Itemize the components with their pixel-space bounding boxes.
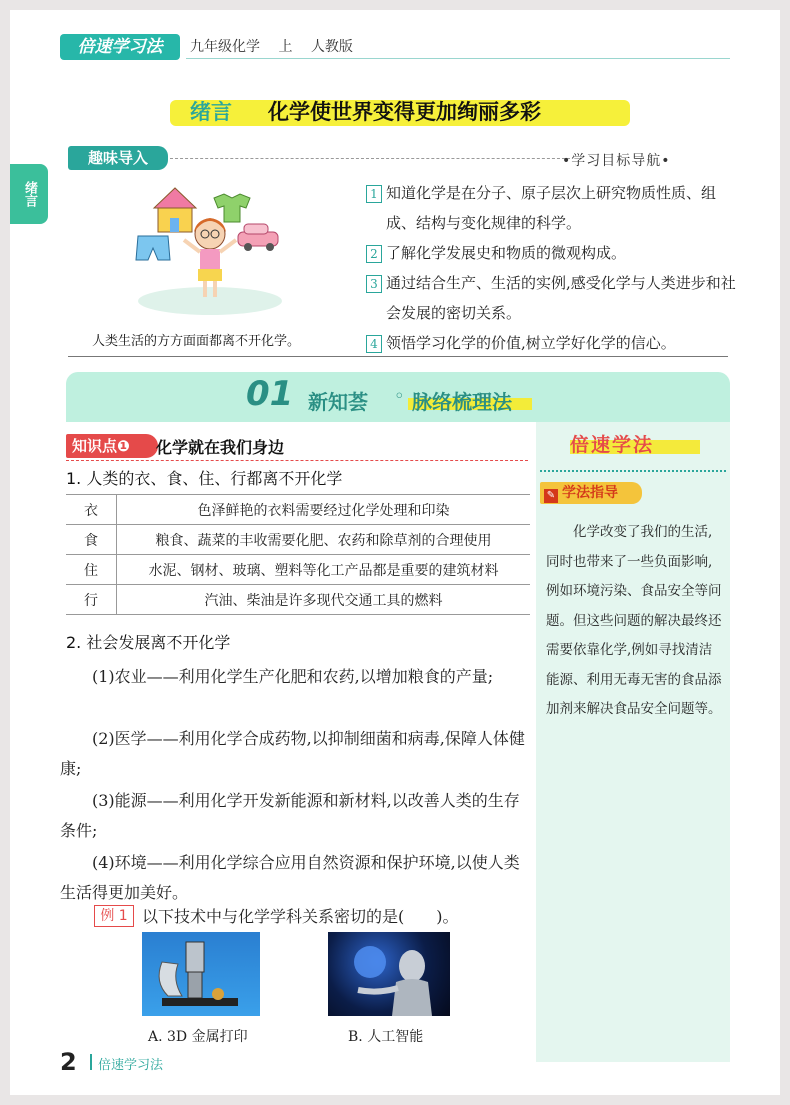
table-row: 行 汽油、柴油是许多现代交通工具的燃料 bbox=[66, 585, 530, 615]
paragraph: (3)能源——利用化学开发新能源和新材料,以改善人类的生存条件; bbox=[60, 791, 520, 840]
sidebar-divider bbox=[540, 470, 726, 473]
paragraph: (4)环境——利用化学综合应用自然资源和保护环境,以使人类生活得更加美好。 bbox=[60, 853, 520, 902]
goal-item: 1 知道化学是在分子、原子层次上研究物质性质、组成、结构与变化规律的科学。 bbox=[366, 178, 738, 238]
ai-robot-image bbox=[328, 932, 450, 1016]
illustration-caption: 人类生活的方方面面都离不开化学。 bbox=[92, 334, 301, 349]
tip-text: 化学改变了我们的生活,同时也带来了一些负面影响,例如环境污染、食品安全等问题。但这些问题的解决最终还需要依靠化学,例如寻找清洁能源、利用无毒无害的食品添加剂来解决食品安全问题等。 bbox=[546, 524, 722, 717]
house-icon bbox=[154, 188, 196, 232]
brand-logo: 倍速学习法 bbox=[60, 34, 180, 60]
intro-badge: 趣味导入 bbox=[68, 146, 168, 170]
knowledge-underline bbox=[66, 460, 528, 462]
goals-label: •学习目标导航• bbox=[562, 153, 671, 169]
volume-label: 上 bbox=[278, 39, 293, 55]
car-icon bbox=[238, 224, 278, 251]
sidebar-title: 倍速学法 bbox=[570, 434, 655, 456]
page-number: 2 bbox=[60, 1048, 77, 1076]
intro-dashed-line bbox=[170, 158, 570, 160]
table-row: 食 粮食、蔬菜的丰收需要化肥、农药和除草剂的合理使用 bbox=[66, 525, 530, 555]
goal-item: 4 领悟学习化学的价值,树立学好化学的信心。 bbox=[366, 328, 738, 358]
footer-divider bbox=[90, 1054, 92, 1070]
example-question: 以下技术中与化学学科关系密切的是( )。 bbox=[142, 907, 459, 926]
illustration-girl-with-items bbox=[120, 176, 290, 321]
pencil-icon: ✎ bbox=[544, 489, 558, 503]
header-divider bbox=[186, 58, 730, 59]
learning-goals bbox=[366, 178, 738, 358]
intro-bottom-rule bbox=[68, 356, 728, 357]
book-info bbox=[190, 36, 367, 56]
side-chapter-tab: 绪言 bbox=[10, 164, 48, 224]
option-a-label: A. 3D 金属打印 bbox=[148, 1029, 248, 1045]
paragraph: (2)医学——利用化学合成药物,以抑制细菌和病毒,保障人体健康; bbox=[60, 729, 525, 778]
edition-label: 人教版 bbox=[310, 39, 353, 55]
metal-3d-printer-image bbox=[142, 932, 260, 1016]
footer-brand: 倍速学习法 bbox=[98, 1058, 164, 1073]
page-title: 化学使世界变得更加绚丽多彩 bbox=[268, 100, 541, 124]
knowledge-point-badge: 知识点❶ bbox=[66, 434, 158, 458]
subheading-1: 1. 人类的衣、食、住、行都离不开化学 bbox=[66, 469, 343, 488]
printer-icon bbox=[142, 932, 260, 1016]
section-title: 新知荟 bbox=[308, 390, 368, 414]
section-number: 01 bbox=[246, 374, 294, 414]
chapter-prefix: 绪言 bbox=[190, 100, 232, 124]
robot-icon bbox=[328, 932, 450, 1016]
paragraph: (1)农业——利用化学生产化肥和农药,以增加粮食的产量; bbox=[92, 667, 494, 686]
section-dot: ◦ bbox=[394, 386, 405, 407]
grade-label: 九年级化学 bbox=[190, 39, 260, 55]
page bbox=[10, 10, 780, 1095]
subheading-2: 2. 社会发展离不开化学 bbox=[66, 633, 231, 652]
shirt-icon bbox=[214, 194, 250, 222]
shorts-icon bbox=[136, 236, 170, 260]
table-row: 住 水泥、钢材、玻璃、塑料等化工产品都是重要的建筑材料 bbox=[66, 555, 530, 585]
tip-badge: ✎ 学法指导 bbox=[540, 482, 642, 504]
section-subtitle: 脉络梳理法 bbox=[412, 390, 512, 414]
goal-item: 2 了解化学发展史和物质的微观构成。 bbox=[366, 238, 738, 268]
daily-life-table bbox=[66, 494, 530, 615]
table-row: 衣 色泽鲜艳的衣料需要经过化学处理和印染 bbox=[66, 495, 530, 525]
knowledge-point-title: 化学就在我们身边 bbox=[156, 438, 285, 457]
example-badge: 例 1 bbox=[94, 905, 134, 927]
goal-item: 3 通过结合生产、生活的实例,感受化学与人类进步和社会发展的密切关系。 bbox=[366, 268, 738, 328]
option-b-label: B. 人工智能 bbox=[348, 1029, 424, 1045]
